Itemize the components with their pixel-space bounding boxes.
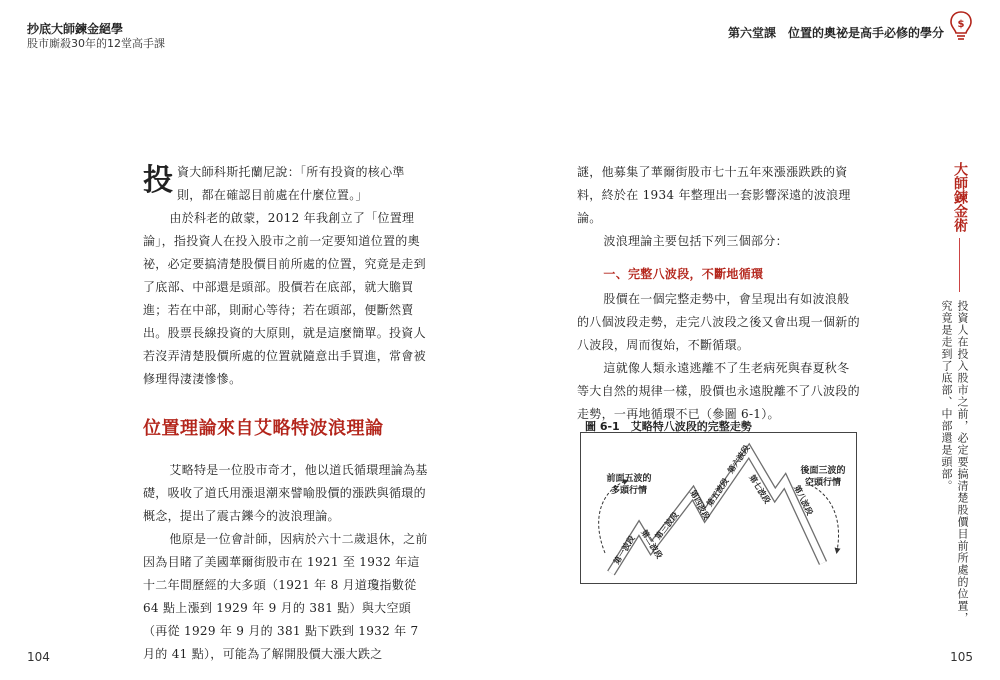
elliott-wave-figure xyxy=(580,432,857,584)
body-paragraph: 波浪理論主要包括下列三個部分： xyxy=(603,234,788,248)
body-paragraph: 由於科老的啟蒙，2012 年我創立了「位置理論」，指投資人在投入股市之前一定要知道位置的奧祕，必定要搞清楚股價目前所處的位置，究竟是走到了底部、中部還是頭部。股價若在底部，就大膽買進；若在中部，則耐心等待；若在頭部，便斷然賣出。股票長線投資的大原則，就是這麼簡單。投資人若沒弄清楚股價所處的位置就隨意出手買進，常會被修理得淒淒慘慘。 xyxy=(143,211,426,386)
page-number-right: 105 xyxy=(950,650,973,664)
figure-caption: 圖 6-1 艾略特八波段的完整走勢 xyxy=(585,420,752,433)
sidebar-tab-text: 大師鍊金術 xyxy=(952,162,968,232)
front-five-waves-label: 前面五波的 多頭行情 xyxy=(606,474,652,496)
sidebar-quote-line1: 投資人在投入股市之前，必定要搞清楚股價目前所處的位置， xyxy=(956,300,969,624)
book-title: 抄底大師鍊金絕學 xyxy=(27,22,124,36)
lightbulb-icon xyxy=(948,10,974,44)
wave-label-3: 第三波段 xyxy=(653,510,681,542)
body-paragraph: 這就像人類永遠逃離不了生老病死與春夏秋冬等大自然的規律一樣，股價也永遠脫離不了八波段的走勢，一再地循環不已（參圖 6-1）。 xyxy=(577,361,860,421)
book-subtitle: 股市廝殺30年的12堂高手課 xyxy=(27,37,165,50)
left-page-body xyxy=(143,161,428,666)
lead-paragraph xyxy=(143,161,428,207)
lead-text: 資大師科斯托蘭尼說：「所有投資的核心準則，都在確認目前處在什麼位置。」 xyxy=(177,165,405,202)
subheading: 一、完整八波段，不斷地循環 xyxy=(603,267,764,281)
section-heading: 位置理論來自艾略特波浪理論 xyxy=(143,418,384,439)
chapter-header: 第六堂課 位置的奧祕是高手必修的學分 xyxy=(727,26,944,40)
wave-label-7: 第七波段 xyxy=(747,473,772,506)
page-number-left: 104 xyxy=(27,650,50,664)
wave-label-6: 第六波段 xyxy=(726,443,752,476)
svg-text:$: $ xyxy=(957,19,965,30)
wave-diagram xyxy=(581,433,858,585)
wave-line-inner xyxy=(611,451,823,573)
wave-label-2: 第二波段 xyxy=(639,528,664,561)
back-three-waves-label: 後面三波的 空頭行情 xyxy=(800,466,846,488)
body-paragraph: 他原是一位會計師，因病於六十二歲退休，之前因為目睹了美國華爾街股市在 1921 至 1932 年這十二年間歷經的大多頭（1921 年 8 月道瓊指數從 64 點上漲到 1929 年 9 月的 381 點）與大空頭（再從 1929 年 9 月的 381 點下跌到 1932 年 7 月的 41 點），可能為了解開股價大漲大跌之 xyxy=(143,532,428,661)
body-paragraph: 股價在一個完整走勢中，會呈現出有如波浪般的八個波段走勢，走完八波段之後又會出現一個新的八波段，周而復始，不斷循環。 xyxy=(577,292,860,352)
wave-label-8: 第八波段 xyxy=(792,483,815,517)
sidebar-quote-line2: 究竟是走到了底部、中部還是頭部。 xyxy=(940,300,953,492)
sidebar-tab-title xyxy=(948,162,972,236)
sidebar-divider xyxy=(959,238,960,292)
body-paragraph: 艾略特是一位股市奇才，他以道氏循環理論為基礎，吸收了道氏用漲退潮來譬喻股價的漲跌與循環的概念，提出了震古鑠今的波浪理論。 xyxy=(143,463,428,523)
wave-label-1: 第一波段 xyxy=(612,534,637,567)
wave-line xyxy=(611,451,823,573)
wave-label-4: 第四波段 xyxy=(688,488,712,522)
wave-label-5: 第五波段 xyxy=(705,476,731,509)
running-header-left xyxy=(27,22,165,51)
drop-cap: 投 xyxy=(143,163,174,198)
body-paragraph: 謎，他募集了華爾街股市七十五年來漲漲跌跌的資料，終於在 1934 年整理出一套影響深遠的波浪理論。 xyxy=(577,165,851,225)
right-page-body xyxy=(577,161,860,426)
